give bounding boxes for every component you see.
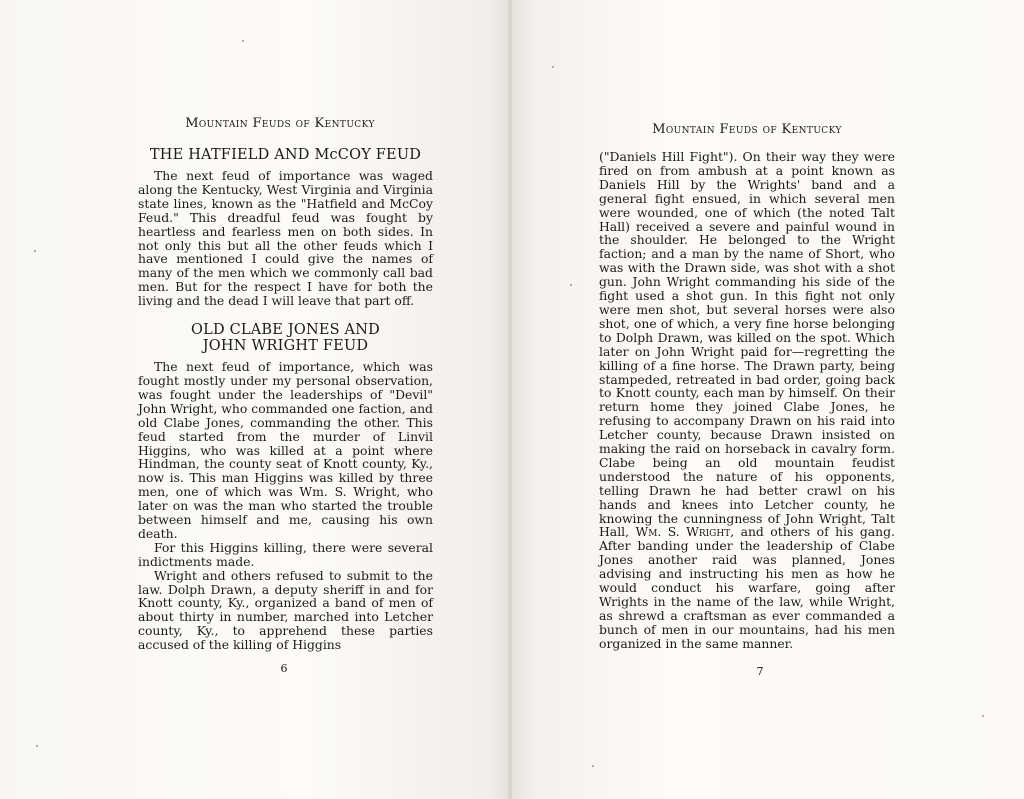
paper-speck — [570, 284, 572, 286]
paragraph: Wright and others refused to submit to the law. Dolph Drawn, a deputy sheriff in and for Knott county, Ky., organized a band of men of about thirty in number, marched into Letcher county, Ky., to apprehend these parties accused of the killing of Higgins — [138, 567, 433, 653]
section-heading — [138, 322, 433, 354]
paper-speck — [552, 66, 554, 68]
person-name: Wm. S. Wright — [635, 524, 731, 540]
left-page — [0, 0, 510, 799]
section-heading: THE HATFIELD AND McCOY FEUD — [149, 147, 422, 163]
paper-speck — [36, 745, 38, 747]
paragraph — [599, 150, 895, 651]
heading-line: OLD CLABE JONES AND — [191, 322, 380, 339]
paragraph: The next feud of importance, which was fought mostly under my personal observation, was fought under the leaderships of "Devil" John Wright, who commanded one faction, and old Clabe Jones, commanding the other. This feud started from the murder of Linvil Higgins, who was killed at a point where Hindman, the county seat of Knott county, Ky., now is. This man Higgins was killed by three men, one of which was Wm. S. Wright, who later on was the man who started the trouble between himself and me, causing his own death. — [138, 359, 433, 541]
paragraph-text: ("Daniels Hill Fight"). On their way they were fired on from ambush at a point known as Daniels Hill by the Wrights' band and a general fight ensued, in which several men were wounded, one of which (the noted Talt Hall) received a severe and painful wound in the shoulder. He belonged to the Wright faction; and a man by the name of Short, who was with the Drawn side, was shot with a shot gun. John Wright commanding his side of the fight used a shot gun. In this fight not only were men shot, but several horses were also shot, one of which, a very fine horse belonging to Dolph Drawn, was killed on the spot. Which later on John Wright paid for—regretting the killing of a fine horse. The Drawn party, being stampeded, retreated in bad order, going back to Knott county, each man by himself. On their return home they joined Clabe Jones, he refusing to accompany Drawn on his raid into Letcher county, because Drawn insisted on making the raid on horseback in cavalry form. Clabe being an old mountain feudist understood the nature of his opponents, telling Drawn he had better crawl on his hands and knees into Letcher county, he knowing the cunningness of John Wright, Talt Hall, — [599, 149, 895, 540]
paper-speck — [982, 715, 984, 717]
page-number: 7 — [756, 665, 764, 678]
paragraph-text: , and others of his gang. After banding under the leadership of Clabe Jones another raid was planned, Jones advising and instructing his men as how he would conduct his warfare, going after Wrights in the name of the law, while Wright, as shrewd a craftsman as ever commanded a bunch of men in our mountains, had his men organized in the same manner. — [599, 524, 895, 651]
right-text-column — [599, 150, 895, 651]
left-text-column — [138, 147, 433, 652]
page-number: 6 — [280, 662, 288, 675]
running-head: Mountain Feuds of Kentucky — [652, 122, 842, 137]
running-head: Mountain Feuds of Kentucky — [185, 116, 375, 131]
paragraph: For this Higgins killing, there were several indictments made. — [138, 539, 433, 569]
paper-speck — [34, 250, 36, 252]
paper-speck — [592, 765, 594, 767]
right-page — [512, 0, 1024, 799]
paper-speck — [242, 40, 244, 42]
heading-line: JOHN WRIGHT FEUD — [202, 338, 369, 355]
paragraph: The next feud of importance was waged along the Kentucky, West Virginia and Virginia state lines, known as the "Hatfield and McCoy Feud." This dreadful feud was fought by heartless and fearless men on both sides. In not only this but all the other feuds which I have mentioned I could give the names of many of the men which we commonly call bad men. But for the respect I have for both the living and the dead I will leave that part off. — [138, 168, 433, 309]
